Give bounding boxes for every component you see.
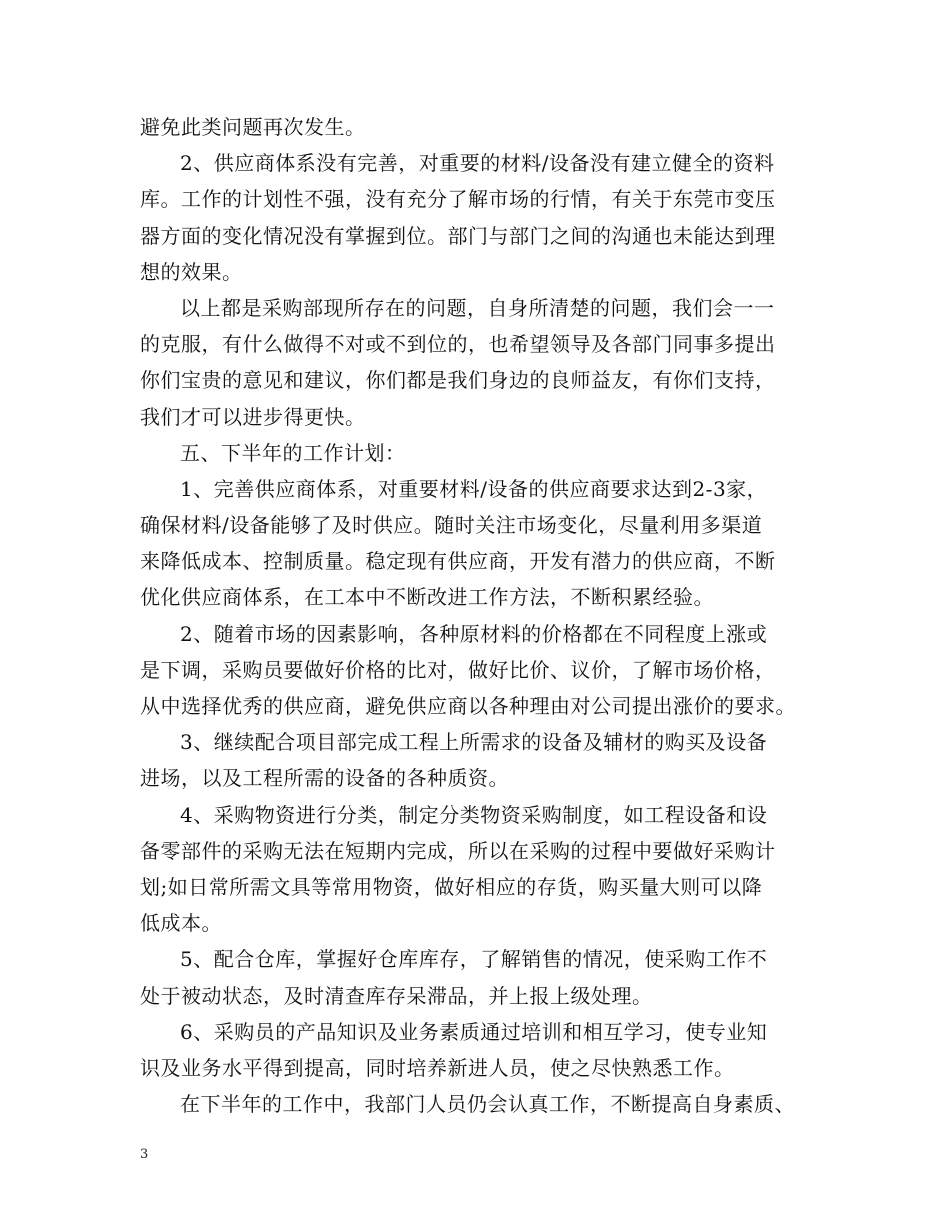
text-line: 低成本。 <box>140 911 222 936</box>
text-line: 划;如日常所需文具等常用物资，做好相应的存货，购买量大则可以降 <box>140 874 763 899</box>
text-line: 备零部件的采购无法在短期内完成，所以在采购的过程中要做好采购计 <box>140 838 776 863</box>
text-line: 进场，以及工程所需的设备的各种质资。 <box>140 766 509 791</box>
text-line: 来降低成本、控制质量。稳定现有供应商，开发有潜力的供应商，不断 <box>140 549 776 574</box>
text-line: 的克服，有什么做得不对或不到位的，也希望领导及各部门同事多提出 <box>140 332 776 357</box>
page-number: 3 <box>140 1147 149 1162</box>
text-line: 以上都是采购部现所存在的问题，自身所清楚的问题，我们会一一 <box>180 295 775 320</box>
text-line: 识及业务水平得到提高，同时培养新进人员，使之尽快熟悉工作。 <box>140 1055 735 1080</box>
text-line: 器方面的变化情况没有掌握到位。部门与部门之间的沟通也未能达到理 <box>140 223 776 248</box>
text-line: 在下半年的工作中，我部门人员仍会认真工作，不断提高自身素质、 <box>180 1092 795 1117</box>
text-line: 1、完善供应商体系，对重要材料/设备的供应商要求达到2-3家， <box>180 476 768 501</box>
text-line: 避免此类问题再次发生。 <box>140 115 366 139</box>
text-line: 6、采购员的产品知识及业务素质通过培训和相互学习，使专业知 <box>180 1019 768 1044</box>
text-line: 3、继续配合项目部完成工程上所需求的设备及辅材的购买及设备 <box>180 730 768 755</box>
text-line: 想的效果。 <box>140 259 243 284</box>
text-line: 2、随着市场的因素影响，各种原材料的价格都在不同程度上涨或 <box>180 621 768 646</box>
text-line: 我们才可以进步得更快。 <box>140 404 366 429</box>
text-line: 2、供应商体系没有完善，对重要的材料/设备没有建立健全的资料 <box>180 151 775 176</box>
text-line: 你们宝贵的意见和建议，你们都是我们身边的良师益友，有你们支持， <box>140 368 776 393</box>
text-line: 处于被动状态，及时清查库存呆滞品，并上报上级处理。 <box>140 983 653 1008</box>
text-line: 5、配合仓库，掌握好仓库库存，了解销售的情况，使采购工作不 <box>180 947 768 972</box>
text-line: 优化供应商体系，在工本中不断改进工作方法，不断积累经验。 <box>140 585 714 610</box>
document-body <box>140 109 830 1122</box>
text-line: 五、下半年的工作计划： <box>180 440 406 465</box>
text-line: 从中选择优秀的供应商，避免供应商以各种理由对公司提出涨价的要求。 <box>140 694 796 718</box>
text-line: 确保材料/设备能够了及时供应。随时关注市场变化，尽量利用多渠道 <box>140 513 763 538</box>
text-line: 4、采购物资进行分类，制定分类物资采购制度，如工程设备和设 <box>180 802 768 827</box>
text-line: 是下调，采购员要做好价格的比对，做好比价、议价，了解市场价格， <box>140 657 776 682</box>
text-line: 库。工作的计划性不强，没有充分了解市场的行情，有关于东莞市变压 <box>140 187 776 212</box>
